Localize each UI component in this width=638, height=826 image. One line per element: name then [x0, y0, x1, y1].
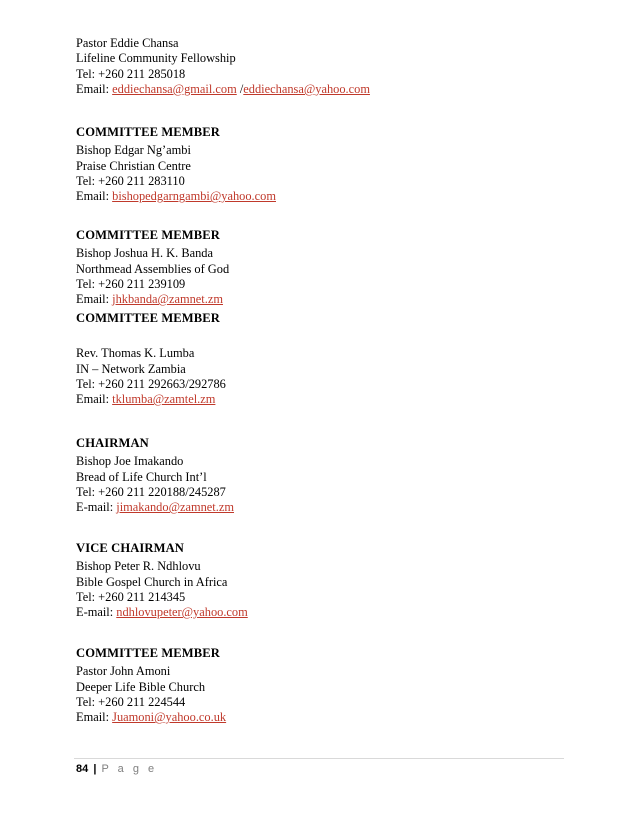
contact-telephone: Tel: +260 211 292663/292786	[76, 376, 226, 391]
email-label: Email:	[76, 81, 113, 96]
contact-email-line	[76, 500, 234, 515]
email-link[interactable]: jhkbanda@zamnet.zm	[112, 292, 223, 307]
page-word: P a g e	[101, 763, 158, 775]
contact-name: Bishop Edgar Ng’ambi	[76, 143, 191, 158]
contact-organization: Praise Christian Centre	[76, 158, 191, 173]
role-heading: CHAIRMAN	[76, 436, 149, 450]
page-number: 84	[76, 763, 89, 775]
contact-name: Pastor Eddie Chansa	[76, 36, 179, 50]
email-link[interactable]: ndhlovupeter@yahoo.com	[116, 605, 248, 620]
contact-entry-ngambi	[76, 125, 276, 204]
contact-entry-chansa	[76, 36, 370, 97]
contact-email-line	[76, 82, 370, 97]
email-label: Email:	[76, 710, 113, 725]
email-label: E-mail:	[76, 605, 117, 620]
contact-email-line	[76, 189, 276, 204]
contact-name: Bishop Joe Imakando	[76, 454, 184, 469]
footer-divider	[74, 758, 564, 759]
contact-organization: Bible Gospel Church in Africa	[76, 574, 228, 589]
contact-name: Rev. Thomas K. Lumba	[76, 346, 195, 361]
email-link[interactable]: jimakando@zamnet.zm	[116, 500, 234, 515]
email-link[interactable]: bishopedgarngambi@yahoo.com	[112, 189, 276, 204]
contact-email-line	[76, 710, 226, 725]
contact-entry-imakando	[76, 436, 234, 515]
contact-email-line	[76, 392, 226, 407]
role-heading: COMMITTEE MEMBER	[76, 228, 220, 242]
email-label: Email:	[76, 292, 113, 307]
role-heading: VICE CHAIRMAN	[76, 541, 184, 555]
contact-organization: IN – Network Zambia	[76, 361, 186, 376]
contact-telephone: Tel: +260 211 224544	[76, 694, 186, 709]
contact-entry-ndhlovu	[76, 541, 248, 620]
contact-telephone: Tel: +260 211 283110	[76, 173, 185, 188]
contact-organization: Lifeline Community Fellowship	[76, 51, 236, 66]
contact-telephone: Tel: +260 211 220188/245287	[76, 484, 226, 499]
email-label: Email:	[76, 189, 113, 204]
contact-name: Bishop Joshua H. K. Banda	[76, 246, 213, 261]
contact-organization: Bread of Life Church Int’l	[76, 469, 207, 484]
contact-name: Bishop Peter R. Ndhlovu	[76, 559, 201, 574]
email-link[interactable]: eddiechansa@gmail.com	[112, 81, 237, 96]
contact-organization: Northmead Assemblies of God	[76, 261, 230, 276]
role-heading: COMMITTEE MEMBER	[76, 311, 220, 325]
contact-organization: Deeper Life Bible Church	[76, 679, 206, 694]
email-link[interactable]: tklumba@zamtel.zm	[112, 392, 216, 407]
contact-telephone: Tel: +260 211 239109	[76, 276, 186, 291]
contact-name: Pastor John Amoni	[76, 664, 171, 679]
email-separator: /	[236, 81, 244, 96]
footer-separator: |	[93, 763, 97, 775]
contact-email-line	[76, 605, 248, 620]
email-label: Email:	[76, 392, 113, 407]
page-footer	[76, 763, 157, 775]
role-heading: COMMITTEE MEMBER	[76, 125, 220, 139]
contact-entry-lumba	[76, 311, 226, 407]
role-heading: COMMITTEE MEMBER	[76, 646, 220, 660]
email-label: E-mail:	[76, 500, 117, 515]
contact-telephone: Tel: +260 211 214345	[76, 589, 186, 604]
contact-entry-banda	[76, 228, 229, 307]
contact-telephone: Tel: +260 211 285018	[76, 66, 186, 81]
contact-entry-amoni	[76, 646, 226, 725]
email-link-secondary[interactable]: eddiechansa@yahoo.com	[243, 81, 370, 96]
email-link[interactable]: Juamoni@yahoo.co.uk	[112, 710, 227, 725]
contact-email-line	[76, 292, 229, 307]
